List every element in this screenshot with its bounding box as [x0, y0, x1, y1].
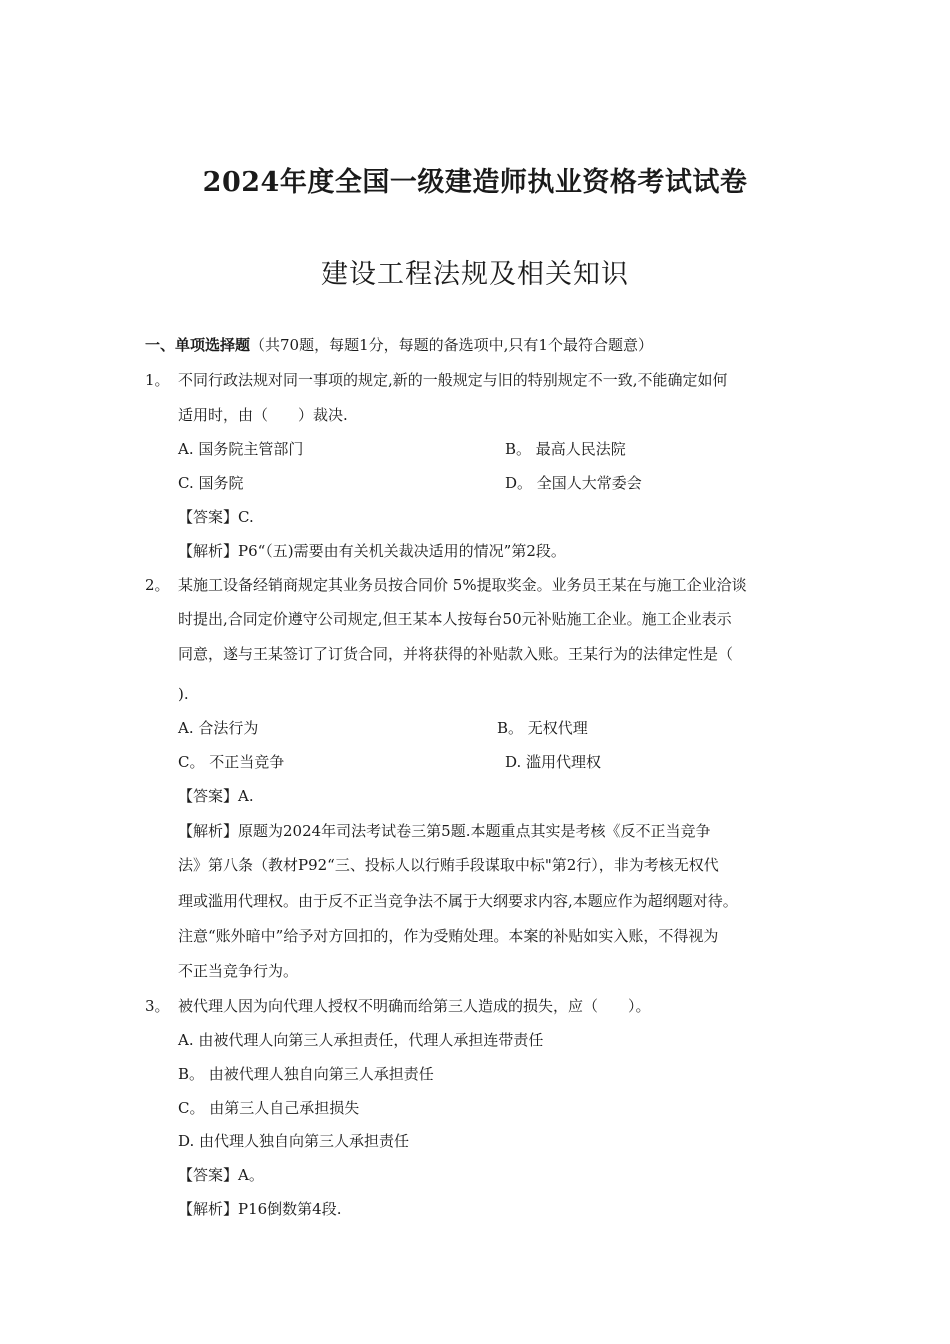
option-d: D。 全国人大常委会 [505, 474, 642, 492]
question-number: 3。 [145, 997, 170, 1015]
section-note: （共70题，每题1分，每题的备选项中,只有1个最符合题意） [250, 336, 653, 354]
answer-line: 【答案】A. [178, 787, 254, 805]
question-text-line: 某施工设备经销商规定其业务员按合同价 5%提取奖金。业务员王某在与施工企业洽谈 [178, 576, 747, 594]
question-text-line: ). [178, 685, 189, 703]
option-b: B。 最高人民法院 [505, 440, 626, 458]
document-subtitle: 建设工程法规及相关知识 [321, 259, 629, 290]
question-text-line: 被代理人因为向代理人授权不明确而给第三人造成的损失，应（ ）。 [178, 997, 651, 1015]
option-d: D. 滥用代理权 [505, 753, 602, 771]
option-a: A. 国务院主管部门 [178, 440, 304, 458]
analysis-line: 不正当竞争行为。 [178, 962, 299, 980]
option-c: C。 不正当竞争 [178, 753, 285, 771]
analysis-line: 理或滥用代理权。由于反不正当竞争法不属于大纲要求内容,本题应作为超纲题对待。 [178, 892, 738, 910]
analysis-line: 【解析】原题为2024年司法考试卷三第5题.本题重点其实是考核《反不正当竞争 [178, 822, 711, 840]
option-a: A. 合法行为 [178, 719, 259, 737]
question-number: 2。 [145, 576, 170, 594]
question-text-line: 同意，遂与王某签订了订货合同，并将获得的补贴款入账。王某行为的法律定性是（ [178, 645, 734, 663]
analysis-line: 【解析】P6“（五)需要由有关机关裁决适用的情况”第2段。 [178, 542, 566, 560]
question-text-line: 适用时，由（ ）裁决. [178, 406, 348, 424]
question-number: 1。 [145, 371, 170, 389]
option-c: C. 国务院 [178, 474, 244, 492]
section-heading [145, 334, 653, 355]
analysis-line: 【解析】P16倒数第4段. [178, 1200, 342, 1218]
option-c: C。 由第三人自己承担损失 [178, 1099, 360, 1117]
question-text-line: 不同行政法规对同一事项的规定,新的一般规定与旧的特别规定不一致,不能确定如何 [178, 371, 728, 389]
option-b: B。 由被代理人独自向第三人承担责任 [178, 1065, 434, 1083]
option-a: A. 由被代理人向第三人承担责任，代理人承担连带责任 [178, 1031, 544, 1049]
option-d: D. 由代理人独自向第三人承担责任 [178, 1132, 410, 1150]
answer-line: 【答案】A。 [178, 1166, 264, 1184]
section-label: 一、单项选择题 [145, 336, 251, 354]
option-b: B。 无权代理 [497, 719, 588, 737]
analysis-line: 法》第八条（教材P92“三、投标人以行贿手段谋取中标"第2行），非为考核无权代 [178, 856, 719, 874]
analysis-line: 注意“账外暗中”给予对方回扣的，作为受贿处理。本案的补贴如实入账，不得视为 [178, 927, 719, 945]
document-title: 2024年度全国一级建造师执业资格考试试卷 [202, 167, 748, 198]
question-text-line: 时提出,合同定价遵守公司规定,但王某本人按每台50元补贴施工企业。施工企业表示 [178, 610, 732, 628]
answer-line: 【答案】C. [178, 508, 254, 526]
